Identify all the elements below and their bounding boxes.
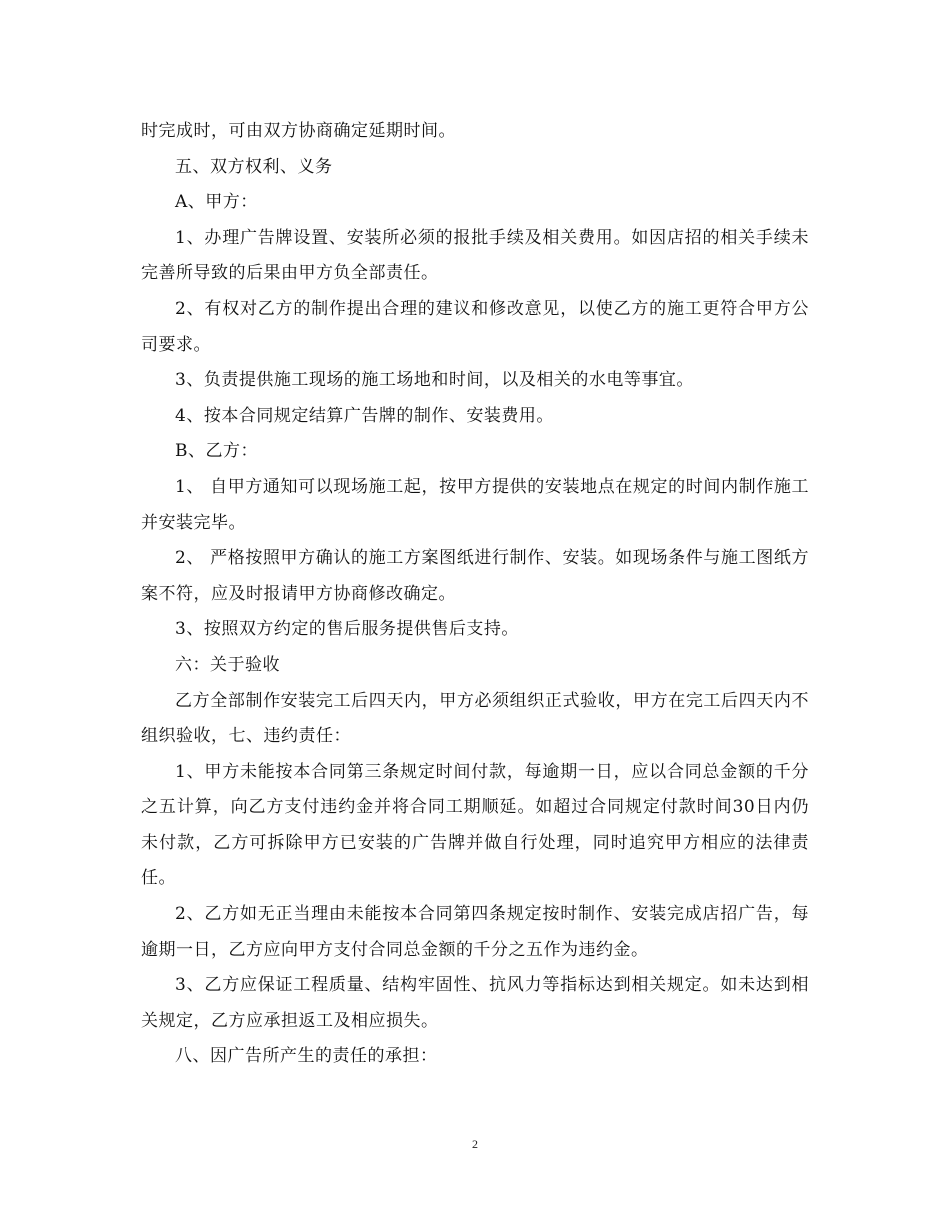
paragraph-continuation: 时完成时，可由双方协商确定延期时间。 xyxy=(141,121,456,141)
document-body xyxy=(141,114,809,1075)
page-number: 2 xyxy=(472,1137,478,1151)
liability-clause-2: 2、乙方如无正当理由未能按本合同第四条规定按时制作、安装完成店招广告，每逾期一日，乙方应向甲方支付合同总金额的千分之五作为违约金。 xyxy=(141,904,809,960)
party-a-clause-2: 2、有权对乙方的制作提出合理的建议和修改意见，以使乙方的施工更符合甲方公司要求。 xyxy=(141,298,809,355)
party-a-clause-3: 3、负责提供施工现场的施工场地和时间，以及相关的水电等事宜。 xyxy=(175,370,694,391)
section-heading-advertising-liability: 八、因广告所产生的责任的承担： xyxy=(175,1046,438,1067)
liability-clause-3: 3、乙方应保证工程质量、结构牢固性、抗风力等指标达到相关规定。如未达到相关规定，乙方应承担返工及相应损失。 xyxy=(141,975,809,1031)
party-a-clause-1: 1、办理广告牌设置、安装所必须的报批手续及相关费用。如因店招的相关手续未完善所导致的后果由甲方负全部责任。 xyxy=(141,227,809,284)
section-heading-acceptance: 六：关于验收 xyxy=(175,654,280,675)
acceptance-paragraph: 乙方全部制作安装完工后四天内，甲方必须组织正式验收，甲方在完工后四天内不组织验收，七、违约责任： xyxy=(141,690,809,747)
section-heading-rights-obligations: 五、双方权利、义务 xyxy=(175,156,333,177)
party-b-clause-3: 3、按照双方约定的售后服务提供售后支持。 xyxy=(175,619,519,640)
party-b-clause-1: 1、 自甲方通知可以现场施工起，按甲方提供的安装地点在规定的时间内制作施工并安装完毕。 xyxy=(141,476,809,533)
party-b-clause-2: 2、 严格按照甲方确认的施工方案图纸进行制作、安装。如现场条件与施工图纸方案不符，应及时报请甲方协商修改确定。 xyxy=(141,548,809,604)
subheading-party-b: B、乙方： xyxy=(175,441,258,462)
party-a-clause-4: 4、按本合同规定结算广告牌的制作、安装费用。 xyxy=(175,405,554,426)
liability-clause-1: 1、甲方未能按本合同第三条规定时间付款，每逾期一日，应以合同总金额的千分之五计算，向乙方支付违约金并将合同工期顺延。如超过合同规定付款时间30日内仍未付款，乙方可拆除甲方已安装的广告牌并做自行处理，同时追究甲方相应的法律责任。 xyxy=(141,761,809,889)
subheading-party-a: A、甲方： xyxy=(175,192,258,213)
